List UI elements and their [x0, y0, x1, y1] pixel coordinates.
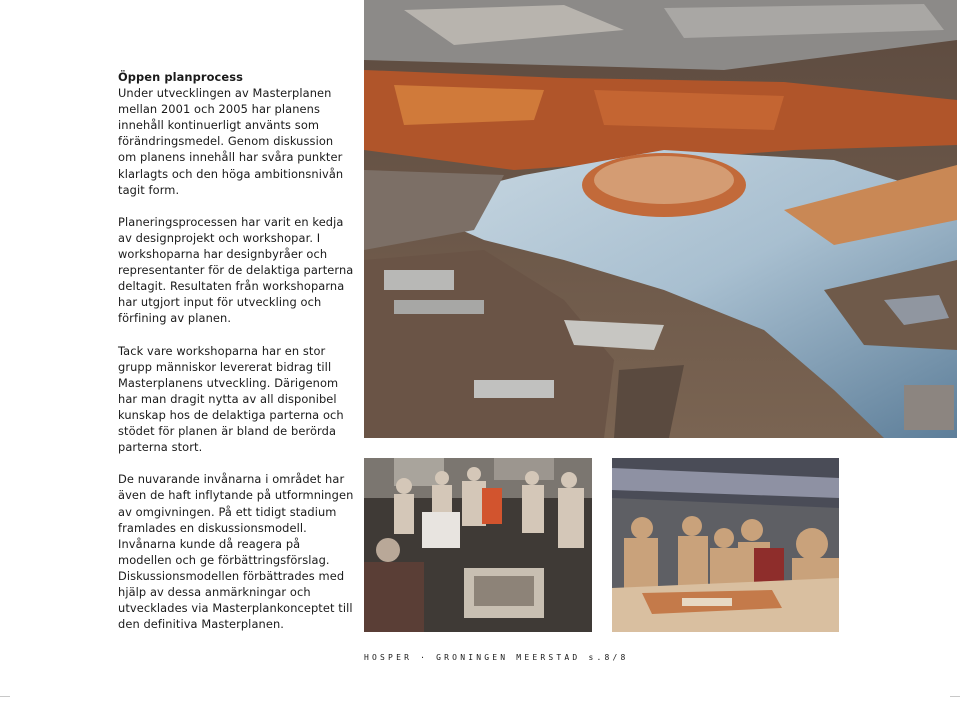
paragraph-4: De nuvarande invånarna i området har även de haft inflytande på utformningen av omgivningen. På ett tidigt stadium framlades en diskussionsmodell. Invånarna kunde då reagera på modellen och ge förbättringsförslag. Diskussionsmodellen förbättrades med hjälp av dessa anmärkningar och utvecklades via Masterplankonceptet till den definitiva Masterplanen.	[118, 472, 354, 632]
crop-mark-bottom-right	[950, 696, 960, 697]
workshop-photo-table	[612, 458, 839, 632]
paragraph-1-text: Under utvecklingen av Masterplanen mellan 2001 och 2005 har planens innehåll kontinuerligt använts som förändringsmedel. Genom diskussion om planens innehåll har svåra punkter klarlagts och den höga ambitionsnivån tagit form.	[118, 86, 344, 197]
city-model-photo	[364, 0, 957, 438]
crop-mark-bottom-left	[0, 696, 10, 697]
page-footer: HOSPER · GRONINGEN MEERSTAD s.8/8	[364, 653, 629, 662]
paragraph-2: Planeringsprocessen har varit en kedja av designprojekt och workshopar. I workshoparna har designbyråer och representanter för de delaktiga parterna deltagit. Resultaten från workshoparna har utgjort input för utveckling och förfining av planen.	[118, 214, 354, 326]
paragraph-1	[118, 69, 354, 198]
workshop-photo-standing	[364, 458, 592, 632]
article-text	[118, 69, 354, 632]
article-heading: Öppen planprocess	[118, 70, 243, 84]
paragraph-3: Tack vare workshoparna har en stor grupp människor levererat bidrag till Masterplanens utveckling. Därigenom har man dragit nytta av all disponibel kunskap hos de delaktiga parterna och stödet för planen är bland de berörda parterna stort.	[118, 343, 344, 455]
